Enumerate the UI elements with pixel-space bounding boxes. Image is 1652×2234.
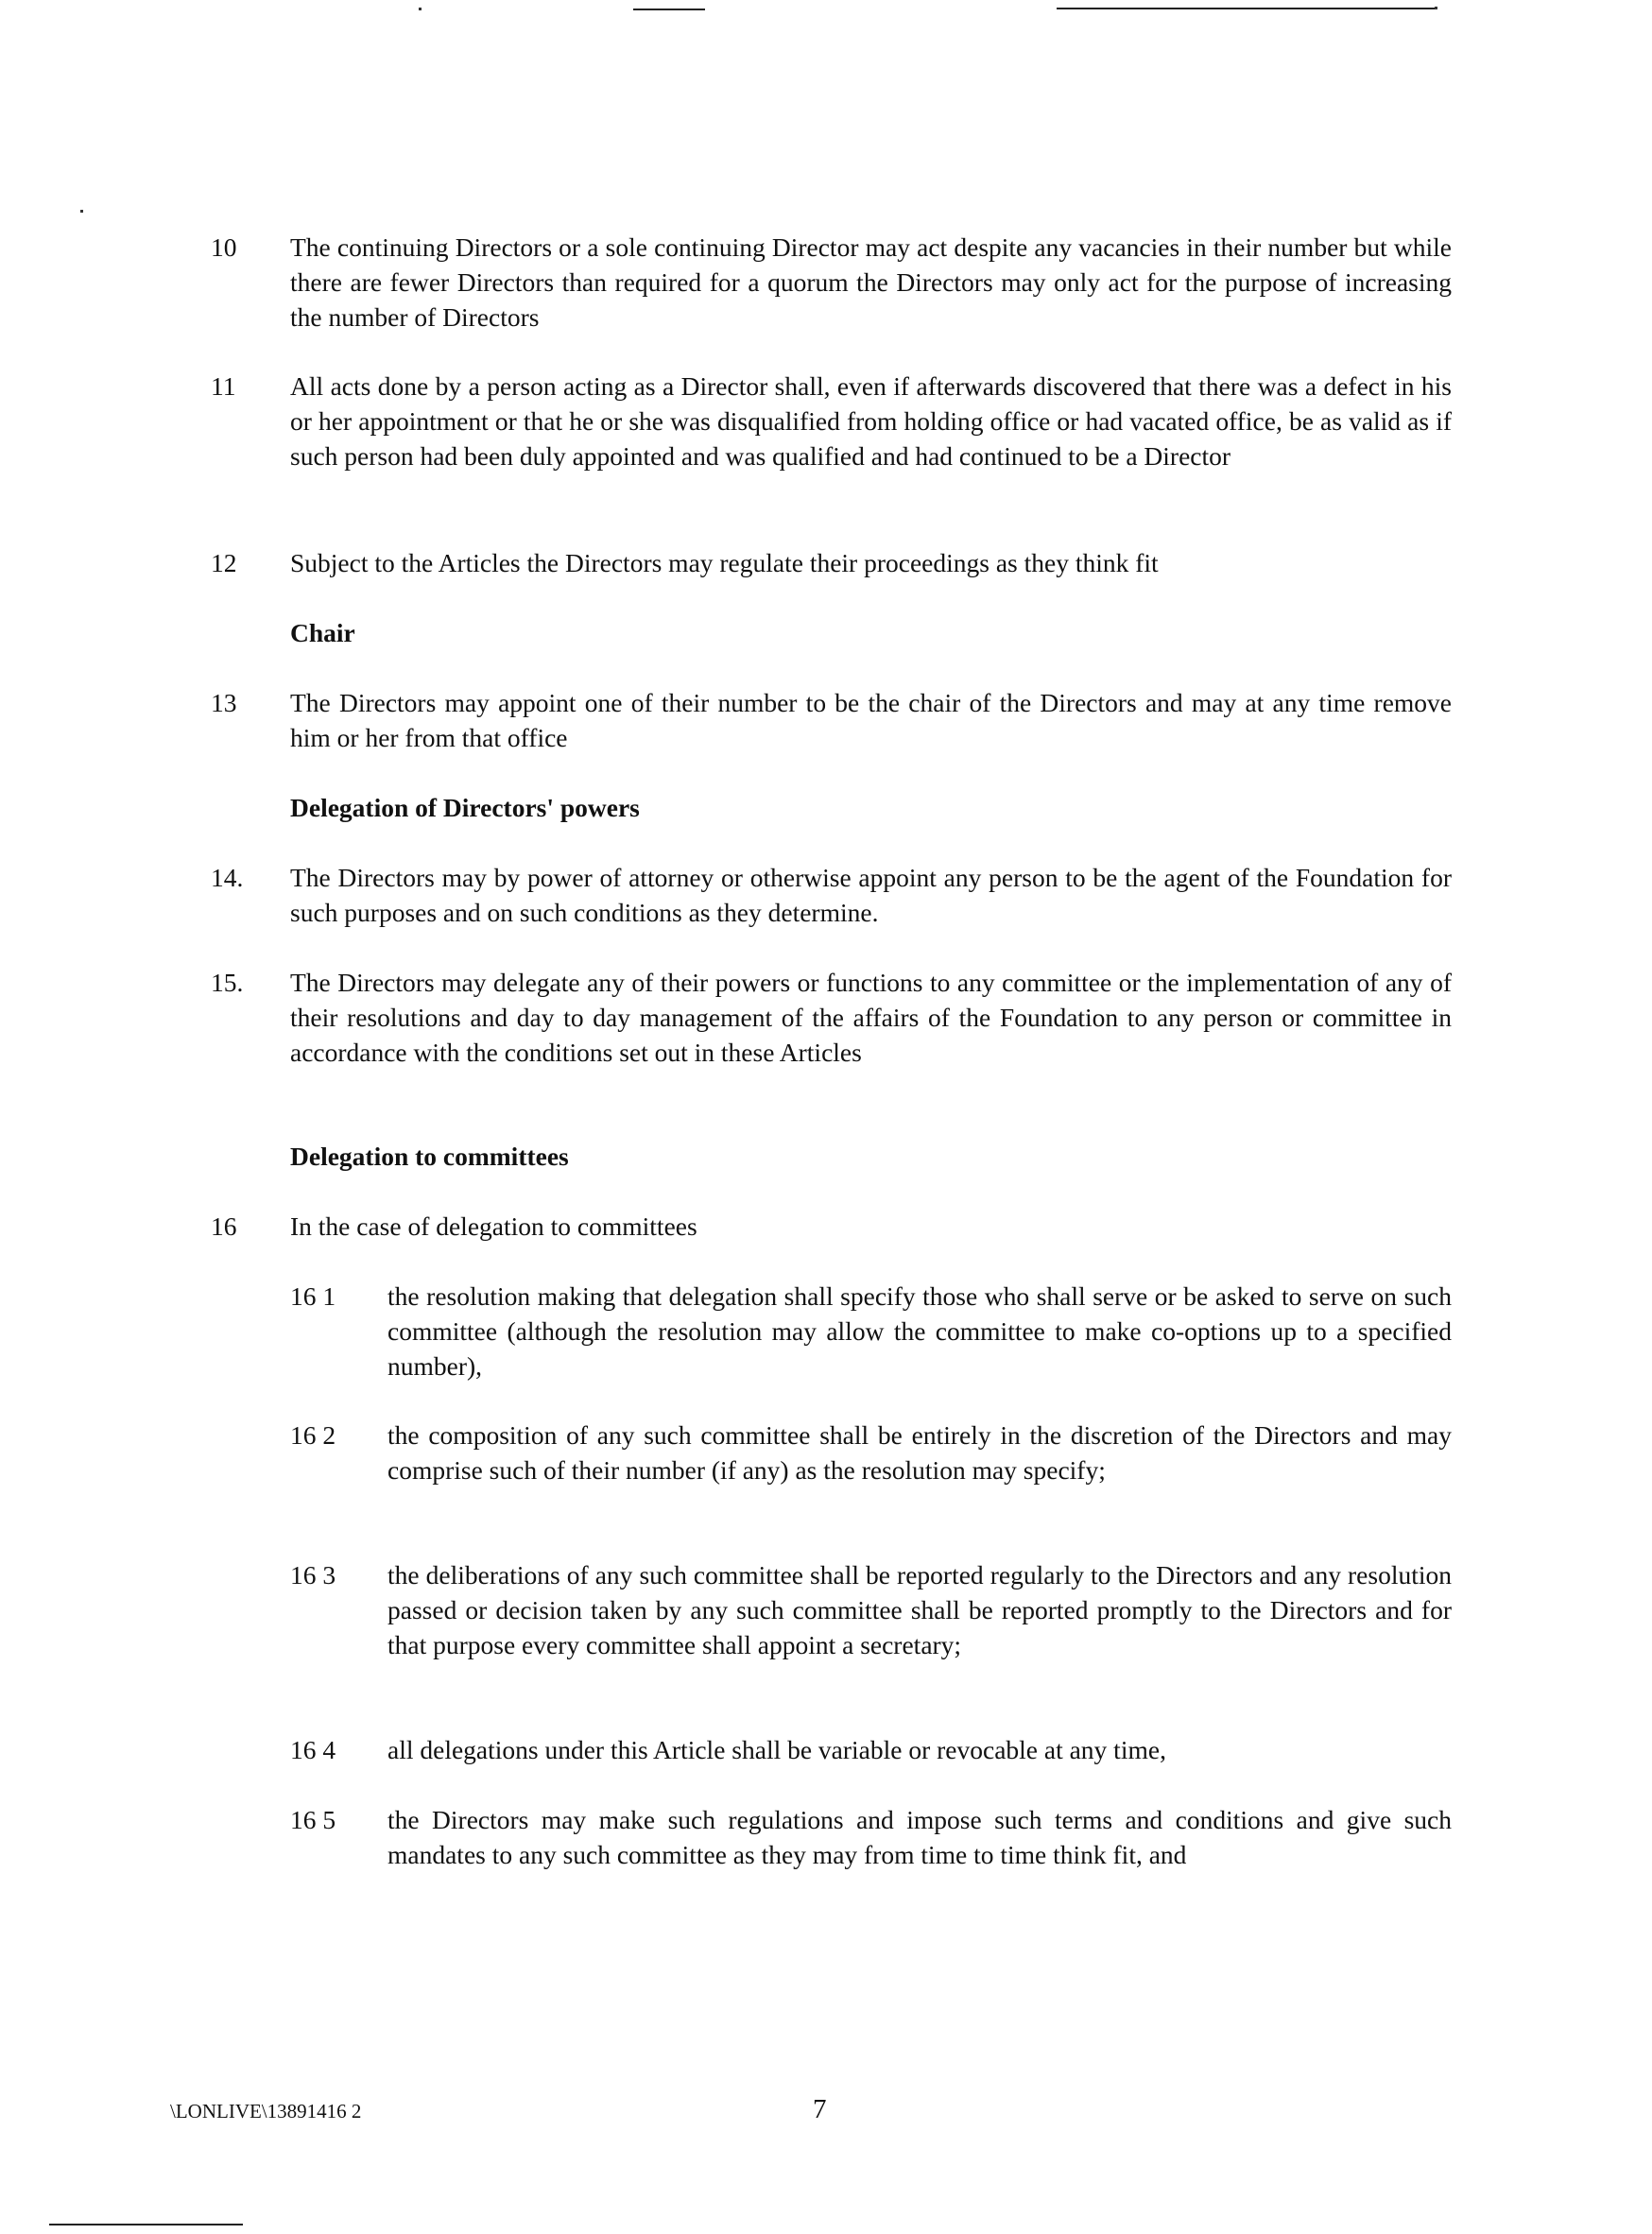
subparagraph-16-4 <box>211 1732 1452 1767</box>
paragraph-text: The Directors may by power of attorney or otherwise appoint any person to be the agent of the Foundation for such purposes and on such conditions as they determine. <box>290 863 1452 927</box>
scan-artifact-line <box>49 2224 243 2225</box>
paragraph-number: 11 <box>211 371 236 401</box>
paragraph-number: 16 <box>211 1212 237 1241</box>
scan-artifact-line <box>1057 8 1435 9</box>
subparagraph-16-2 <box>211 1418 1452 1487</box>
scan-artifact-dot <box>1435 7 1437 9</box>
heading-text: Delegation to committees <box>290 1142 569 1171</box>
subparagraph-text: the resolution making that delegation shall specify those who shall serve or be asked to serve on such committee (although the resolution may allow the committee to make co-options up to a specified number), <box>387 1281 1452 1381</box>
paragraph-text: In the case of delegation to committees <box>290 1212 697 1241</box>
paragraph-14 <box>211 860 1452 930</box>
heading-text: Delegation of Directors' powers <box>290 793 640 822</box>
paragraph-text: The Directors may appoint one of their number to be the chair of the Directors and may at any time remove him or her from that office <box>290 688 1452 752</box>
paragraph-text: The Directors may delegate any of their powers or functions to any committee or the implementation of any of their resolutions and day to day management of the affairs of the Foundation to any person or committee in accordance with the conditions set out in these Articles <box>290 968 1452 1067</box>
subparagraph-16-3 <box>211 1557 1452 1662</box>
subparagraph-16-5 <box>211 1802 1452 1872</box>
subparagraph-number: 16 5 <box>290 1805 336 1834</box>
subparagraph-text: all delegations under this Article shall be variable or revocable at any time, <box>387 1735 1166 1764</box>
heading-text: Chair <box>290 618 355 647</box>
paragraph-13 <box>211 685 1452 755</box>
subparagraph-number: 16 2 <box>290 1420 336 1450</box>
subparagraph-text: the Directors may make such regulations and impose such terms and conditions and give such mandates to any such committee as they may from time to time think fit, and <box>387 1805 1452 1869</box>
subparagraph-number: 16 3 <box>290 1560 336 1590</box>
paragraph-11 <box>211 369 1452 473</box>
section-heading-delegation-committees <box>211 1139 1452 1174</box>
subparagraph-16-1 <box>211 1279 1452 1383</box>
paragraph-number: 13 <box>211 688 237 717</box>
paragraph-text: The continuing Directors or a sole continuing Director may act despite any vacancies in their number but while there are fewer Directors than required for a quorum the Directors may only act for the purpose of increasing the number of Directors <box>290 232 1452 332</box>
paragraph-15 <box>211 965 1452 1070</box>
subparagraph-number: 16 1 <box>290 1281 336 1311</box>
paragraph-number: 10 <box>211 232 237 262</box>
subparagraph-text: the composition of any such committee shall be entirely in the discretion of the Directors and may comprise such of their number (if any) as the resolution may specify; <box>387 1420 1452 1485</box>
paragraph-16 <box>211 1209 1452 1244</box>
paragraph-12 <box>211 545 1452 580</box>
paragraph-number: 15. <box>211 968 244 997</box>
paragraph-number: 12 <box>211 548 237 577</box>
paragraph-number: 14. <box>211 863 244 892</box>
paragraph-text: Subject to the Articles the Directors may regulate their proceedings as they think fit <box>290 548 1159 577</box>
paragraph-text: All acts done by a person acting as a Director shall, even if afterwards discovered that there was a defect in his or her appointment or that he or she was disqualified from holding office or had vacated office, be as valid as if such person had been duly appointed and was qualified and had continued to be a Director <box>290 371 1452 471</box>
subparagraph-text: the deliberations of any such committee shall be reported regularly to the Directors and any resolution passed or decision taken by any such committee shall be reported promptly to the Directors and for that purpose every committee shall appoint a secretary; <box>387 1560 1452 1659</box>
scan-artifact-dot <box>419 8 422 10</box>
paragraph-10 <box>211 230 1452 335</box>
section-heading-delegation-powers <box>211 790 1452 825</box>
page-number: 7 <box>813 2094 827 2124</box>
document-reference: \LONLIVE\13891416 2 <box>170 2100 362 2122</box>
section-heading-chair <box>211 615 1452 650</box>
subparagraph-number: 16 4 <box>290 1735 336 1764</box>
scan-artifact-dot <box>80 210 83 213</box>
scan-artifact-line <box>633 9 705 10</box>
